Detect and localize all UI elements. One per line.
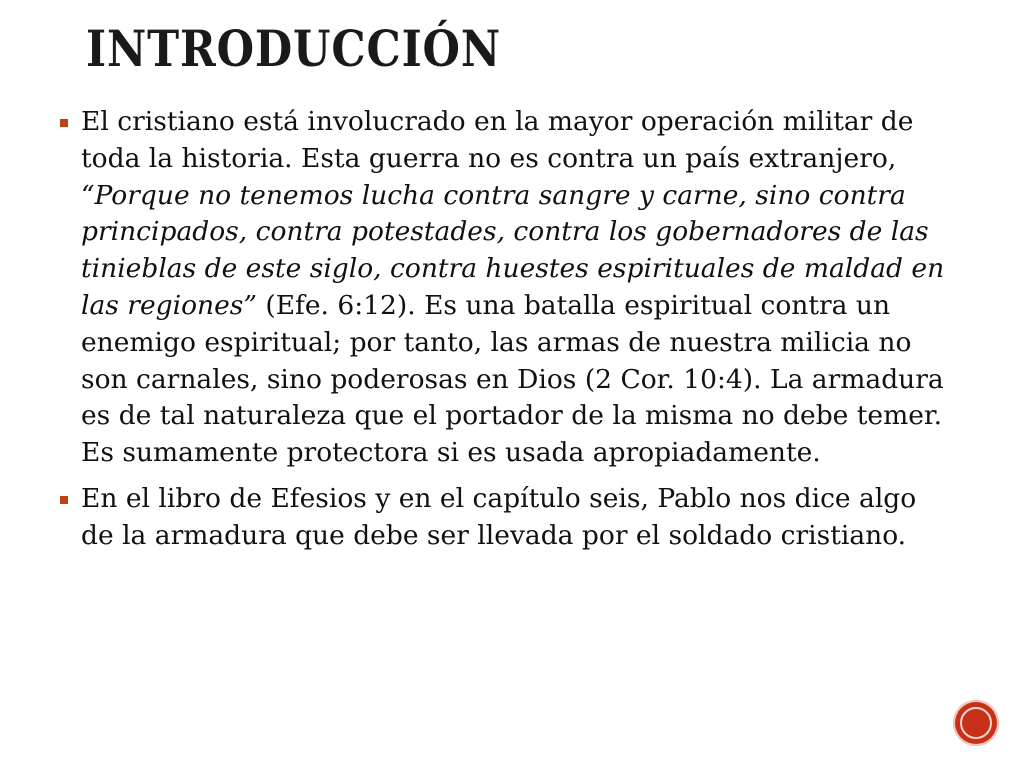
text-segment: (Efe. 6:12). Es una batalla espiritual contra un enemigo espiritual; por tanto, las armas de nuestra milicia no son carnales, sino poderosas en Dios (2 Cor. 10:4). La armadura es de tal naturaleza que el portador de la misma no debe temer. Es sumamente protectora si es usada apropiadamente. xyxy=(81,289,944,469)
square-bullet-icon xyxy=(60,496,68,504)
square-bullet-icon xyxy=(60,119,68,127)
text-segment: En el libro de Efesios y en el capítulo seis, Pablo nos dice algo de la armadura que debe ser llevada por el soldado cristiano. xyxy=(81,482,917,551)
text-segment: El cristiano está involucrado en la mayor operación militar de toda la historia. Esta guerra no es contra un país extranjero, xyxy=(81,106,914,174)
bullet-text xyxy=(81,481,950,555)
next-slide-button[interactable] xyxy=(953,700,999,746)
scripture-quote: “Porque no tenemos lucha contra sangre y carne, sino contra principados, contra potestades, contra los gobernadores de las tinieblas de este siglo, contra huestes espirituales de maldad en las regiones” xyxy=(81,179,945,321)
slide-title: INTRODUCCIÓN xyxy=(86,19,502,78)
bullet-list xyxy=(60,104,950,564)
circle-icon xyxy=(960,707,992,739)
bullet-item xyxy=(60,104,950,472)
bullet-text xyxy=(81,104,950,472)
bullet-item xyxy=(60,481,950,555)
